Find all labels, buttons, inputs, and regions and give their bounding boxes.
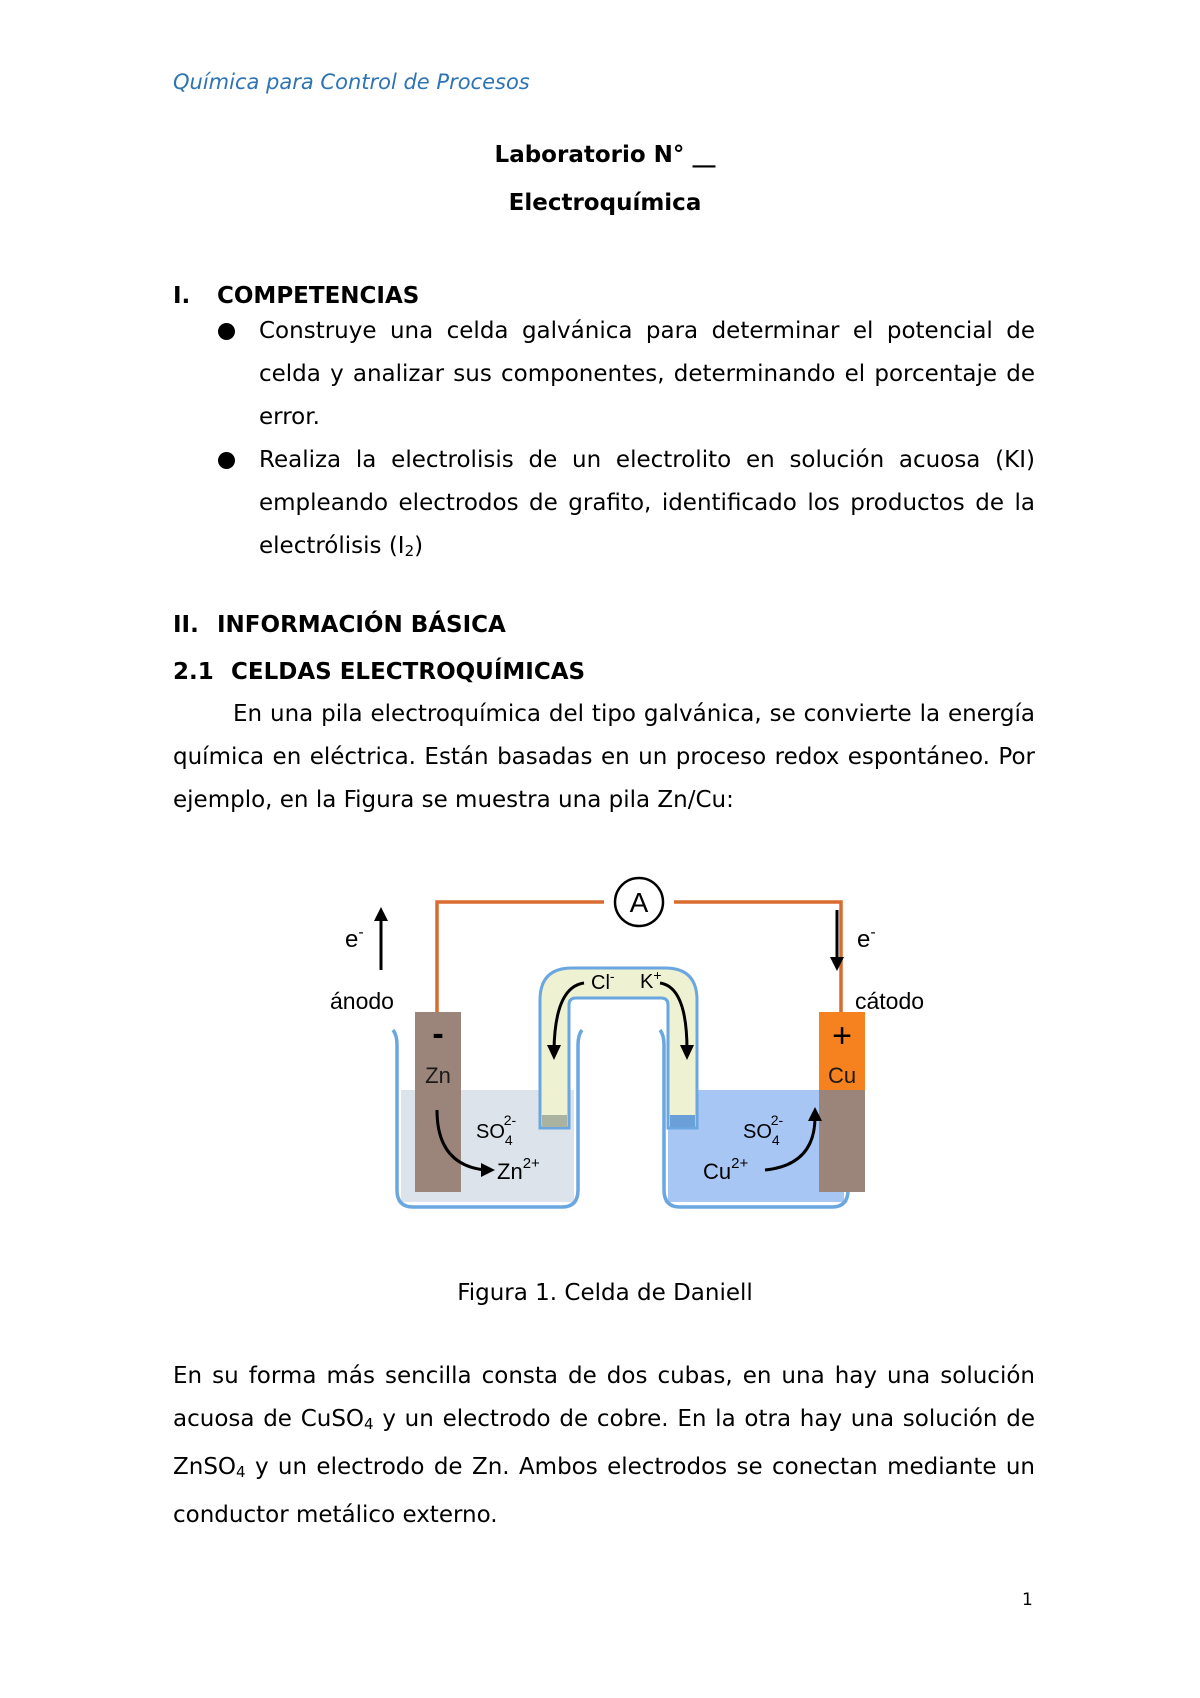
bullet-icon	[218, 452, 235, 469]
figure-caption: Figura 1. Celda de Daniell	[457, 1280, 753, 1306]
closing-paragraph: En su forma más sencilla consta de dos cubas, en una hay una solución acuosa de CuSO$_4$ y un electrodo de cobre. En la otra hay una solución de ZnSO$_4$ y un electrodo de Zn. Ambos electrodos se conectan mediante un conductor metálico externo.	[173, 1363, 1035, 1528]
anode-sign: -	[432, 1015, 444, 1053]
competencies-list	[215, 310, 1035, 573]
bullet-icon	[218, 323, 235, 340]
competency-text-2-sub: 2	[404, 542, 415, 560]
subsection-number: 2.1	[173, 659, 214, 685]
subsection-title: CELDAS ELECTROQUÍMICAS	[231, 659, 586, 685]
intro-paragraph: En una pila electroquímica del tipo galvánica, se convierte la energía química en eléctrica. Están basadas en un proceso redox espontáneo. Por ejemplo, en la Figura se muestra una pila Zn/Cu:	[173, 701, 1035, 813]
section-2-title: INFORMACIÓN BÁSICA	[217, 612, 506, 638]
competency-text-1: Construye una celda galvánica para determinar el potencial de celda y analizar sus componentes, determinando el porcentaje de error.	[259, 318, 1035, 430]
competency-text-2-end: )	[414, 533, 424, 559]
ammeter-label: A	[629, 887, 649, 918]
header-title: Química para Control de Procesos	[173, 70, 530, 94]
section-1-heading	[173, 283, 419, 309]
electron-right-label: e-	[857, 924, 876, 953]
cathode-label: cátodo	[855, 988, 925, 1014]
lab-number-title: Laboratorio N° __	[494, 142, 716, 168]
competency-text-2: Realiza la electrolisis de un electrolito en solución acuosa (KI) empleando electrodos de grafito, identificado los productos de la electrólisis (I	[259, 447, 1035, 559]
electron-up-arrowhead	[374, 907, 388, 921]
zinc-ion-label: $Zn^{2+}$	[497, 1155, 540, 1184]
page-number: 1	[1022, 1590, 1033, 1610]
competency-item-1	[215, 310, 1035, 439]
electron-left-label: e-	[345, 924, 364, 953]
bridge-cation-label: K+	[640, 967, 662, 993]
section-1-title: COMPETENCIAS	[217, 283, 420, 309]
anode-metal-label: Zn	[425, 1063, 451, 1088]
sulfate-left-label: $SO_42-$	[476, 1112, 517, 1148]
cathode-sign: +	[832, 1017, 852, 1055]
daniell-cell-diagram	[325, 865, 945, 1220]
sulfate-right-label: $SO_42-$	[743, 1112, 784, 1148]
competency-item-2	[215, 439, 1035, 573]
bridge-anion-label: Cl-	[591, 968, 615, 994]
copper-electrode-submerged	[819, 1090, 865, 1192]
salt-bridge-plug-left	[542, 1115, 567, 1127]
lab-topic-title: Electroquímica	[508, 190, 702, 216]
section-2-heading	[173, 612, 506, 638]
copper-ion-label: $Cu^{2+}$	[703, 1155, 749, 1184]
subsection-heading	[173, 659, 585, 685]
section-1-number: I.	[173, 283, 191, 309]
salt-bridge-plug-right	[670, 1115, 695, 1127]
anode-label: ánodo	[330, 988, 394, 1014]
section-2-number: II.	[173, 612, 199, 638]
cathode-metal-label: Cu	[827, 1063, 857, 1088]
